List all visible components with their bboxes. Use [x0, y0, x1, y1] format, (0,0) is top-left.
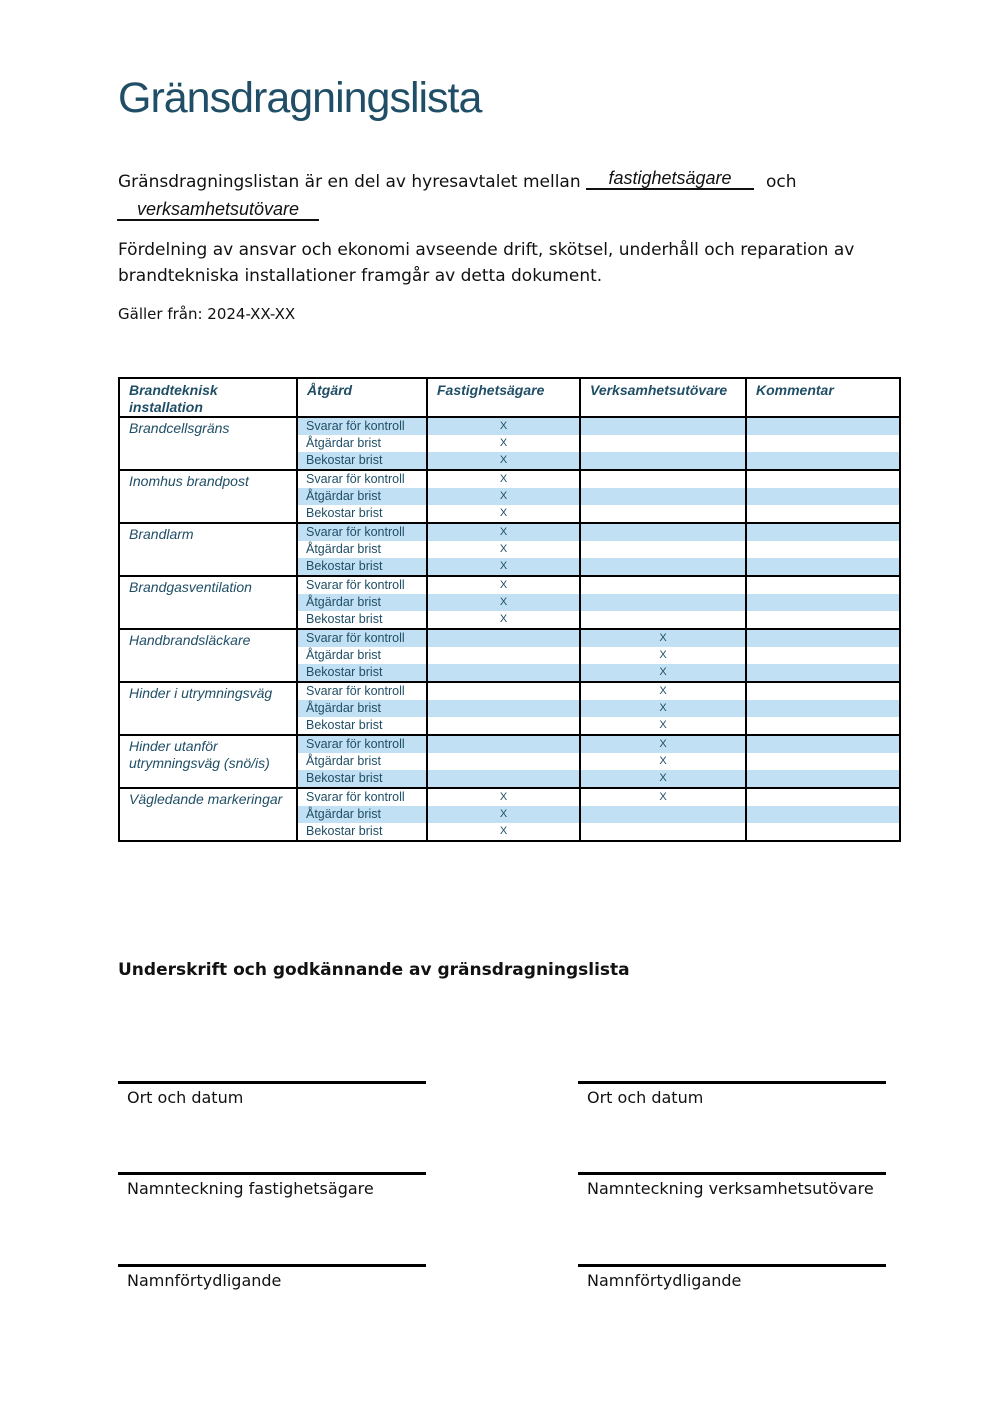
operator-mark-cell: X [580, 682, 746, 700]
table-body [119, 417, 900, 841]
header-operator: Verksamhetsutövare [580, 378, 746, 417]
signature-line-owner-signature[interactable]: Namnteckning fastighetsägare [118, 1172, 426, 1198]
comment-cell[interactable] [746, 558, 900, 576]
comment-cell[interactable] [746, 576, 900, 594]
installation-cell: Vägledande markeringar [119, 788, 297, 841]
action-cell: Åtgärdar brist [297, 488, 427, 505]
owner-mark-cell [427, 700, 580, 717]
operator-mark-cell [580, 806, 746, 823]
action-cell: Åtgärdar brist [297, 753, 427, 770]
installation-cell: Brandgasventilation [119, 576, 297, 629]
comment-cell[interactable] [746, 541, 900, 558]
action-cell: Svarar för kontroll [297, 682, 427, 700]
operator-mark-cell: X [580, 717, 746, 735]
owner-mark-cell [427, 682, 580, 700]
header-comment: Kommentar [746, 378, 900, 417]
operator-mark-cell: X [580, 647, 746, 664]
owner-mark-cell: X [427, 594, 580, 611]
installation-cell: Handbrandsläckare [119, 629, 297, 682]
table-row [119, 470, 900, 488]
signature-line-name-clarification-right[interactable]: Namnförtydligande [578, 1264, 886, 1290]
owner-mark-cell [427, 735, 580, 753]
comment-cell[interactable] [746, 700, 900, 717]
table-row [119, 682, 900, 700]
comment-cell[interactable] [746, 523, 900, 541]
owner-mark-cell [427, 770, 580, 788]
operator-mark-cell [580, 470, 746, 488]
operator-mark-cell: X [580, 629, 746, 647]
owner-mark-cell: X [427, 806, 580, 823]
description-paragraph: Fördelning av ansvar och ekonomi avseende drift, skötsel, underhåll och reparation av brandtekniska installationer framgår av detta dokument. [118, 240, 855, 286]
owner-mark-cell: X [427, 417, 580, 435]
action-cell: Svarar för kontroll [297, 417, 427, 435]
action-cell: Bekostar brist [297, 452, 427, 470]
table-row [119, 523, 900, 541]
action-cell: Åtgärdar brist [297, 700, 427, 717]
comment-cell[interactable] [746, 629, 900, 647]
owner-mark-cell: X [427, 611, 580, 629]
table-row [119, 735, 900, 753]
comment-cell[interactable] [746, 488, 900, 505]
comment-cell[interactable] [746, 753, 900, 770]
action-cell: Svarar för kontroll [297, 576, 427, 594]
operator-mark-cell [580, 505, 746, 523]
signature-line-place-date-right[interactable]: Ort och datum [578, 1081, 886, 1107]
comment-cell[interactable] [746, 594, 900, 611]
action-cell: Åtgärdar brist [297, 435, 427, 452]
header-action: Åtgärd [297, 378, 427, 417]
table-row [119, 788, 900, 806]
operator-mark-cell: X [580, 788, 746, 806]
action-cell: Svarar för kontroll [297, 523, 427, 541]
installation-cell: Brandcellsgräns [119, 417, 297, 470]
owner-mark-cell: X [427, 452, 580, 470]
header-installation: Brandteknisk installation [119, 378, 297, 417]
operator-mark-cell [580, 435, 746, 452]
owner-mark-cell: X [427, 488, 580, 505]
operator-mark-cell [580, 576, 746, 594]
table-row [119, 576, 900, 594]
header-owner: Fastighetsägare [427, 378, 580, 417]
party-owner-field[interactable]: fastighetsägare [586, 168, 754, 190]
installation-cell: Brandlarm [119, 523, 297, 576]
intro-text: Gränsdragningslistan är en del av hyresavtalet mellan [118, 172, 581, 192]
operator-mark-cell [580, 611, 746, 629]
comment-cell[interactable] [746, 735, 900, 753]
owner-mark-cell: X [427, 470, 580, 488]
valid-from-date: Gäller från: 2024-XX-XX [118, 305, 296, 323]
operator-mark-cell [580, 523, 746, 541]
comment-cell[interactable] [746, 611, 900, 629]
comment-cell[interactable] [746, 647, 900, 664]
table-row [119, 629, 900, 647]
action-cell: Bekostar brist [297, 717, 427, 735]
owner-mark-cell: X [427, 505, 580, 523]
owner-mark-cell: X [427, 823, 580, 841]
action-cell: Bekostar brist [297, 823, 427, 841]
party-operator-field[interactable]: verksamhetsutövare [117, 199, 319, 221]
owner-mark-cell [427, 647, 580, 664]
operator-mark-cell [580, 452, 746, 470]
operator-mark-cell: X [580, 770, 746, 788]
action-cell: Svarar för kontroll [297, 629, 427, 647]
action-cell: Svarar för kontroll [297, 788, 427, 806]
comment-cell[interactable] [746, 806, 900, 823]
comment-cell[interactable] [746, 664, 900, 682]
action-cell: Bekostar brist [297, 558, 427, 576]
comment-cell[interactable] [746, 417, 900, 435]
table-row [119, 417, 900, 435]
operator-mark-cell [580, 488, 746, 505]
signature-heading: Underskrift och godkännande av gränsdragningslista [118, 960, 630, 980]
document-title: Gränsdragningslista [118, 74, 482, 122]
action-cell: Åtgärdar brist [297, 806, 427, 823]
signature-line-operator-signature[interactable]: Namnteckning verksamhetsutövare [578, 1172, 886, 1198]
action-cell: Åtgärdar brist [297, 541, 427, 558]
signature-line-name-clarification-left[interactable]: Namnförtydligande [118, 1264, 426, 1290]
operator-mark-cell [580, 823, 746, 841]
comment-cell[interactable] [746, 770, 900, 788]
owner-mark-cell: X [427, 523, 580, 541]
action-cell: Bekostar brist [297, 611, 427, 629]
intro-conjunction: och [766, 172, 797, 192]
action-cell: Svarar för kontroll [297, 470, 427, 488]
comment-cell[interactable] [746, 452, 900, 470]
operator-mark-cell: X [580, 735, 746, 753]
table-header-row [119, 378, 900, 417]
comment-cell[interactable] [746, 788, 900, 806]
operator-mark-cell: X [580, 664, 746, 682]
owner-mark-cell: X [427, 576, 580, 594]
installation-cell: Hinder i utrymningsväg [119, 682, 297, 735]
responsibility-table [118, 377, 901, 842]
comment-cell[interactable] [746, 505, 900, 523]
owner-mark-cell: X [427, 558, 580, 576]
owner-mark-cell [427, 717, 580, 735]
operator-mark-cell [580, 594, 746, 611]
owner-mark-cell [427, 753, 580, 770]
owner-mark-cell: X [427, 788, 580, 806]
action-cell: Åtgärdar brist [297, 594, 427, 611]
owner-mark-cell [427, 629, 580, 647]
owner-mark-cell: X [427, 435, 580, 452]
action-cell: Bekostar brist [297, 664, 427, 682]
comment-cell[interactable] [746, 470, 900, 488]
owner-mark-cell: X [427, 541, 580, 558]
installation-cell: Hinder utanför utrymningsväg (snö/is) [119, 735, 297, 788]
operator-mark-cell: X [580, 753, 746, 770]
action-cell: Åtgärdar brist [297, 647, 427, 664]
owner-mark-cell [427, 664, 580, 682]
comment-cell[interactable] [746, 823, 900, 841]
operator-mark-cell [580, 417, 746, 435]
signature-line-place-date-left[interactable]: Ort och datum [118, 1081, 426, 1107]
operator-mark-cell: X [580, 700, 746, 717]
operator-mark-cell [580, 541, 746, 558]
comment-cell[interactable] [746, 682, 900, 700]
installation-cell: Inomhus brandpost [119, 470, 297, 523]
action-cell: Bekostar brist [297, 505, 427, 523]
comment-cell[interactable] [746, 435, 900, 452]
comment-cell[interactable] [746, 717, 900, 735]
action-cell: Bekostar brist [297, 770, 427, 788]
operator-mark-cell [580, 558, 746, 576]
action-cell: Svarar för kontroll [297, 735, 427, 753]
